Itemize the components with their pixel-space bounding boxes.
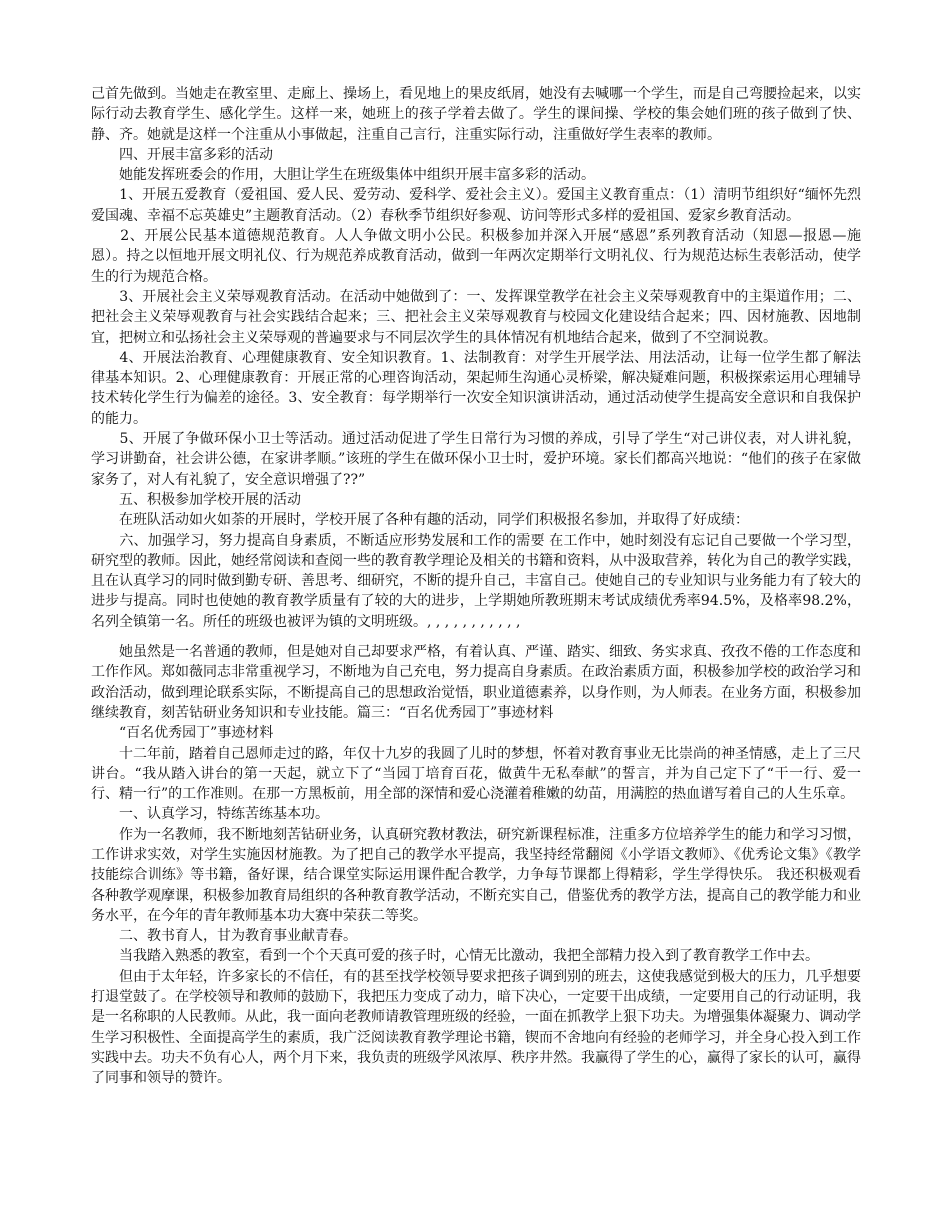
section-heading: 二、教书育人，甘为教育事业献青春。 — [91, 928, 357, 945]
paragraph: 己首先做到。当她走在教室里、走廊上、操场上，看见地上的果皮纸屑，她没有去喊哪一个学生，而是自己弯腰捡起来，以实际行动去教育学生、感化学生。这样一来，她班上的孩子学着去做了。学生的课间操、学校的集会她们班的孩子做到了快、静、齐。她就是这样一个注重从小事做起，注重自己言行，注重实际行动，注重做好学生表率的教师。 — [91, 86, 861, 143]
paragraph: 十二年前，踏着自己恩师走过的路，年仅十九岁的我圆了儿时的梦想，怀着对教育事业无比崇尚的神圣情感，走上了三尺讲台。“我从踏入讲台的第一天起，就立下了“当园丁培育百花，做黄牛无私奉献”的誓言，并为自己定下了“干一行、爱一行、精一行”的工作准则。在那一方黑板前，用全部的深情和爱心浇灌着稚嫩的幼苗，用满腔的热血谱写着自己的人生乐章。 — [91, 745, 861, 803]
section-heading: 一、认真学习，特练苦练基本功。 — [91, 806, 329, 823]
paragraph: 在班队活动如火如荼的开展时，学校开展了各种有趣的活动，同学们积极报名参加，并取得了好成绩： — [91, 512, 749, 529]
document-body — [91, 84, 861, 1089]
paragraph-gap — [91, 632, 861, 642]
paragraph: 当我踏入熟悉的教室，看到一个个天真可爱的孩子时，心情无比激动，我把全部精力投入到了教育教学工作中去。 — [91, 948, 819, 965]
paragraph: 但由于太年轻，许多家长的不信任，有的甚至找学校领导要求把孩子调到别的班去，这使我感觉到极大的压力，几乎想要打退堂鼓了。在学校领导和教师的鼓励下，我把压力变成了动力，暗下决心，一定要干出成绩，一定要用自己的行动证明，我是一名称职的人民教师。从此，我一面向老教师请教管理班级的经验，一面在抓教学上狠下功夫。为增强集体凝聚力、调动学生学习积极性、全面提高学生的素质，我广泛阅读教育教学理论书籍，锲而不舍地向有经验的老师学习，并全身心投入到工作实践中去。功夫不负有心人，两个月下来，我负责的班级学风浓厚、秩序井然。我赢得了学生的心，赢得了家长的认可，赢得了同事和领导的赞许。 — [91, 968, 861, 1087]
document-title: “百名优秀园丁”事迹材料 — [91, 725, 274, 742]
paragraph: 她能发挥班委会的作用，大胆让学生在班级集体中组织开展丰富多彩的活动。 — [91, 167, 595, 184]
paragraph: 2、开展公民基本道德规范教育。人人争做文明小公民。积极参加并深入开展“感恩”系列教育活动（知恩—报恩—施恩）。持之以恒地开展文明礼仪、行为规范养成教育活动，做到一年两次定期举行文明礼仪、行为规范达标生表彰活动，使学生的行为规范合格。 — [91, 228, 861, 285]
paragraph: 六、加强学习，努力提高自身素质，不断适应形势发展和工作的需要 在工作中，她时刻没有忘记自己要做一个学习型，研究型的教师。因此，她经常阅读和查阅一些的教育教学理论及相关的书籍和资料，从中汲取营养，转化为自己的教学实践，且在认真学习的同时做到勤专研、善思考、细研究，不断的提升自己，丰富自己。使她自己的专业知识与业务能力有了较大的进步与提高。同时也使她的教育教学质量有了较的大的进步，上学期她所教班期末考试成绩优秀率94.5%，及格率98.2%，名列全镇第一名。所任的班级也被评为镇的文明班级。, , , , , , , , , , , — [91, 532, 861, 630]
section-heading: 四、开展丰富多彩的活动 — [91, 146, 273, 163]
paragraph: 作为一名教师，我不断地刻苦钻研业务，认真研究教材教法，研究新课程标准，注重多方位培养学生的能力和学习习惯，工作讲求实效，对学生实施因材施教。为了把自己的教学水平提高，我坚持经常翻阅《小学语文教师》、《优秀论文集》《教学技能综合训练》等书籍，备好课，结合课堂实际运用课件配合教学，力争每节课都上得精彩，学生学得快乐。 我还积极观看各种教学观摩课，积极参加教育局组织的各种教育教学活动，不断充实自己，借鉴优秀的教学方法，提高自己的教学能力和业务水平，在今年的青年教师基本功大赛中荣获二等奖。 — [91, 826, 861, 924]
paragraph: 她虽然是一名普通的教师，但是她对自己却要求严格，有着认真、严谨、踏实、细致、务实求真、孜孜不倦的工作态度和工作作风。郑如薇同志非常重视学习，不断地为自己充电，努力提高自身素质。在政治素质方面，积极参加学校的政治学习和政治活动，做到理论联系实际，不断提高自己的思想政治觉悟，职业道德素养，以身作则，为人师表。在业务方面，积极参加继续教育，刻苦钻研业务知识和专业技能。篇三：“百名优秀园丁”事迹材料 — [91, 644, 861, 721]
paragraph: 5、开展了争做环保小卫士等活动。通过活动促进了学生日常行为习惯的养成，引导了学生“对己讲仪表，对人讲礼貌，学习讲勤奋，社会讲公德，在家讲孝顺。”该班的学生在做环保小卫士时，爱护环境。家长们都高兴地说：“他们的孩子在家做家务了，对人有礼貌了，安全意识增强了??” — [91, 431, 861, 488]
section-heading: 五、积极参加学校开展的活动 — [91, 491, 301, 508]
paragraph: 3、开展社会主义荣辱观教育活动。在活动中她做到了：一、发挥课堂教学在社会主义荣辱观教育中的主渠道作用；二、把社会主义荣辱观教育与社会实践结合起来；三、把社会主义荣辱观教育与校园文化建设结合起来；四、因材施教、因地制宜，把树立和弘扬社会主义荣辱观的普遍要求与不同层次学生的具体情况有机地结合起来，做到了不空洞说教。 — [91, 288, 861, 346]
paragraph: 4、开展法治教育、心理健康教育、安全知识教育。1、法制教育：对学生开展学法、用法活动，让每一位学生都了解法律基本知识。2、心理健康教育：开展正常的心理咨询活动，架起师生沟通心灵桥梁，解决疑难问题，积极探索运用心理辅导技术转化学生行为偏差的途径。3、安全教育：每学期举行一次安全知识演讲活动，通过活动使学生提高安全意识和自我保护的能力。 — [91, 349, 861, 427]
paragraph: 1、开展五爱教育（爱祖国、爱人民、爱劳动、爱科学、爱社会主义）。爱国主义教育重点：（1）清明节组织好“缅怀先烈爱国魂、幸福不忘英雄史”主题教育活动。（2）春秋季节组织好参观、访问等形式多样的爱祖国、爱家乡教育活动。 — [91, 187, 861, 224]
